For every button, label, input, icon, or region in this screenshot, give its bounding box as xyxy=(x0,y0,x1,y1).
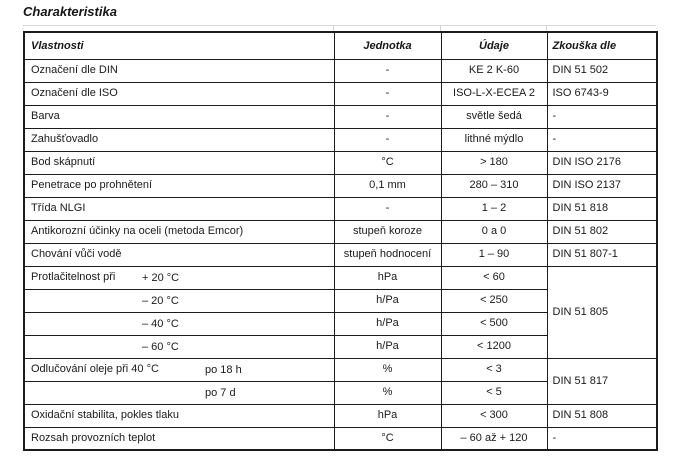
standard-cell: DIN 51 807-1 xyxy=(547,243,657,266)
standard-cell: DIN 51 802 xyxy=(547,220,657,243)
unit-cell: hPa xyxy=(334,266,441,289)
unit-cell: °C xyxy=(334,151,441,174)
value-cell: 1 – 2 xyxy=(441,197,547,220)
value-cell: < 3 xyxy=(441,358,547,381)
standard-cell: DIN ISO 2176 xyxy=(547,151,657,174)
column-header-vlastnosti: Vlastnosti xyxy=(24,32,334,59)
unit-cell: h/Pa xyxy=(334,312,441,335)
value-cell: < 1200 xyxy=(441,335,547,358)
unit-cell: % xyxy=(334,381,441,404)
column-header-jednotka: Jednotka xyxy=(334,32,441,59)
property-cell xyxy=(24,289,334,312)
value-cell: 1 – 90 xyxy=(441,243,547,266)
standard-cell: - xyxy=(547,105,657,128)
table-row xyxy=(24,358,657,381)
unit-cell: h/Pa xyxy=(334,335,441,358)
table-row xyxy=(24,82,657,105)
value-cell: < 5 xyxy=(441,381,547,404)
standard-cell: DIN 51 805 xyxy=(547,266,657,358)
property-cell: Rozsah provozních teplot xyxy=(24,427,334,450)
value-cell: < 300 xyxy=(441,404,547,427)
unit-cell: - xyxy=(334,128,441,151)
value-cell: 280 – 310 xyxy=(441,174,547,197)
table-row xyxy=(24,105,657,128)
unit-cell: % xyxy=(334,358,441,381)
standard-cell: - xyxy=(547,427,657,450)
property-label: Protlačitelnost při xyxy=(31,271,116,284)
unit-cell: - xyxy=(334,197,441,220)
property-cell: Oxidační stabilita, pokles tlaku xyxy=(24,404,334,427)
value-cell: KE 2 K-60 xyxy=(441,59,547,82)
header-row xyxy=(24,32,657,59)
value-cell: – 60 až + 120 xyxy=(441,427,547,450)
standard-cell: - xyxy=(547,128,657,151)
value-cell: ISO-L-X-ECEA 2 xyxy=(441,82,547,105)
value-cell: 0 a 0 xyxy=(441,220,547,243)
unit-cell: h/Pa xyxy=(334,289,441,312)
property-cell: Označení dle DIN xyxy=(24,59,334,82)
property-cell xyxy=(24,266,334,289)
value-cell: < 250 xyxy=(441,289,547,312)
property-cell xyxy=(24,358,334,381)
column-header-zkouska-dle: Zkouška dle xyxy=(547,32,657,59)
value-cell: < 500 xyxy=(441,312,547,335)
unit-cell: °C xyxy=(334,427,441,450)
unit-cell: stupeň koroze xyxy=(334,220,441,243)
standard-cell: DIN ISO 2137 xyxy=(547,174,657,197)
value-cell: světle šedá xyxy=(441,105,547,128)
table-row xyxy=(24,197,657,220)
value-cell: < 60 xyxy=(441,266,547,289)
table-row xyxy=(24,59,657,82)
table-row xyxy=(24,174,657,197)
property-cell: Barva xyxy=(24,105,334,128)
property-cell xyxy=(24,312,334,335)
unit-cell: 0,1 mm xyxy=(334,174,441,197)
characteristics-table xyxy=(23,31,658,451)
property-cell: Bod skápnutí xyxy=(24,151,334,174)
standard-cell: ISO 6743-9 xyxy=(547,82,657,105)
page-title: Charakteristika xyxy=(23,4,117,19)
table-row xyxy=(24,427,657,450)
property-cell xyxy=(24,335,334,358)
standard-cell: DIN 51 808 xyxy=(547,404,657,427)
table-row xyxy=(24,128,657,151)
property-sub-label: po 7 d xyxy=(205,386,236,399)
property-cell: Chování vůči vodě xyxy=(24,243,334,266)
table-row xyxy=(24,243,657,266)
property-cell: Antikorozní účinky na oceli (metoda Emcor) xyxy=(24,220,334,243)
property-cell: Zahušťovadlo xyxy=(24,128,334,151)
scan-artifact-line xyxy=(23,25,656,26)
property-sub-label: – 60 °C xyxy=(142,340,179,353)
table-row xyxy=(24,151,657,174)
unit-cell: stupeň hodnocení xyxy=(334,243,441,266)
property-sub-label: + 20 °C xyxy=(142,271,180,284)
property-cell: Třída NLGI xyxy=(24,197,334,220)
property-sub-label: – 40 °C xyxy=(142,317,179,330)
property-sub-label: po 18 h xyxy=(205,363,242,376)
property-cell: Označení dle ISO xyxy=(24,82,334,105)
standard-cell: DIN 51 818 xyxy=(547,197,657,220)
unit-cell: - xyxy=(334,105,441,128)
standard-cell: DIN 51 502 xyxy=(547,59,657,82)
property-cell xyxy=(24,381,334,404)
unit-cell: - xyxy=(334,59,441,82)
column-header-udaje: Údaje xyxy=(441,32,547,59)
table-row xyxy=(24,266,657,289)
property-cell: Penetrace po prohnětení xyxy=(24,174,334,197)
unit-cell: hPa xyxy=(334,404,441,427)
value-cell: > 180 xyxy=(441,151,547,174)
standard-cell: DIN 51 817 xyxy=(547,358,657,404)
value-cell: lithné mýdlo xyxy=(441,128,547,151)
unit-cell: - xyxy=(334,82,441,105)
table-row xyxy=(24,220,657,243)
property-label: Odlučování oleje při 40 °C xyxy=(31,363,159,376)
table-row xyxy=(24,404,657,427)
property-sub-label: – 20 °C xyxy=(142,294,179,307)
